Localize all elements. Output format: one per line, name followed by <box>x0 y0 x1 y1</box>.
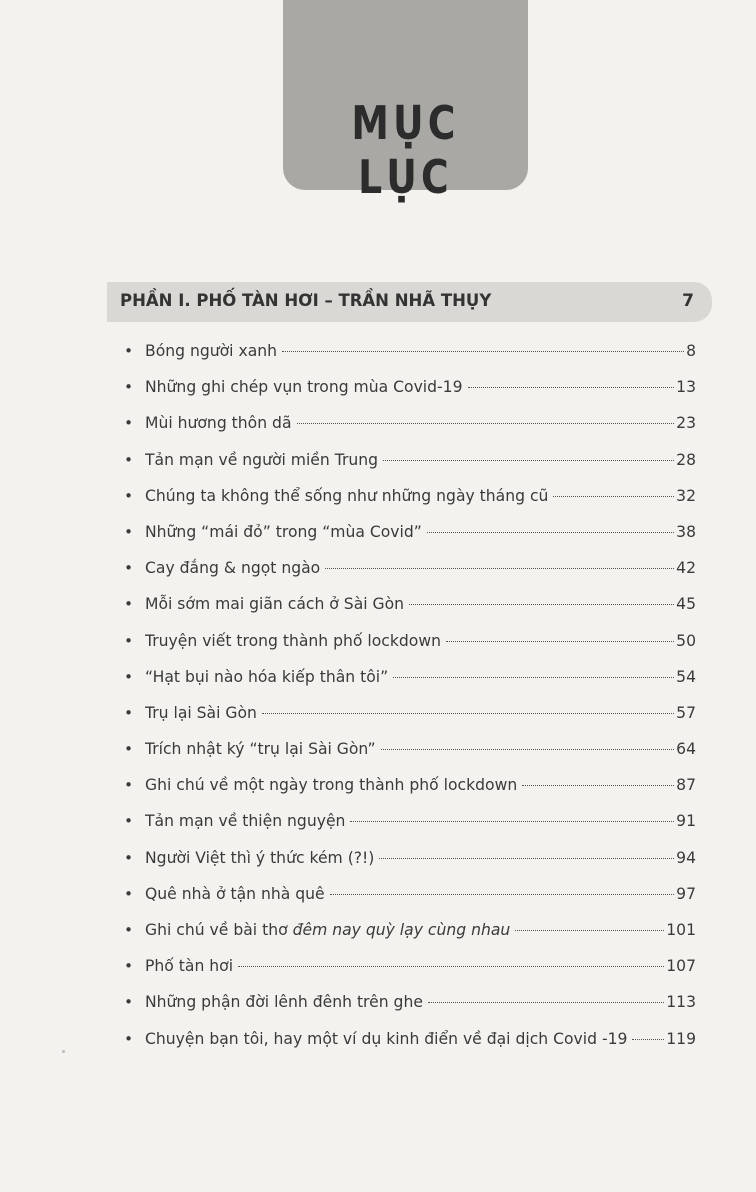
dot-leader <box>282 351 684 352</box>
toc-entry-title <box>145 478 548 514</box>
toc-entry <box>112 478 696 514</box>
toc-entry-title <box>145 695 257 731</box>
bullet-icon: • <box>124 450 133 469</box>
bullet-icon: • <box>124 559 133 578</box>
toc-entry-title <box>145 912 510 948</box>
toc-entry <box>112 803 696 839</box>
toc-entry-title-text: Ghi chú về một ngày trong thành phố lockdown <box>145 776 518 795</box>
bullet-icon: • <box>124 486 133 505</box>
toc-entry-title-text: Tản mạn về thiện nguyện <box>145 812 346 831</box>
toc-entry-title-text: Người Việt thì ý thức kém (?!) <box>145 848 375 867</box>
toc-entry <box>112 514 696 550</box>
toc-entry <box>112 876 696 912</box>
toc-entry <box>112 586 696 622</box>
toc-entry <box>112 695 696 731</box>
toc-entry-title-text: Tản mạn về người miền Trung <box>145 450 379 469</box>
toc-entry-page: 8 <box>686 342 696 360</box>
dot-leader <box>383 460 674 461</box>
toc-entry-page: 64 <box>676 740 696 759</box>
toc-entry-title <box>145 840 374 876</box>
toc-entry <box>112 912 696 948</box>
toc-entry <box>112 731 696 767</box>
bullet-icon: • <box>124 342 133 360</box>
toc-entry-title <box>145 333 277 369</box>
toc-entry-title-text: Phố tàn hơi <box>145 957 234 976</box>
bullet-icon: • <box>124 848 133 867</box>
bullet-icon: • <box>124 993 133 1012</box>
toc-entry <box>112 948 696 984</box>
bullet-icon: • <box>124 921 133 939</box>
toc-entry-page: 32 <box>676 486 696 505</box>
bullet-icon: • <box>124 595 133 614</box>
part-header <box>107 282 712 322</box>
toc-entry-page: 54 <box>676 667 696 686</box>
page-title: MỤC LỤC <box>351 96 460 204</box>
toc-entry-page: 91 <box>676 812 696 831</box>
bullet-icon: • <box>124 631 133 650</box>
dot-leader <box>262 713 674 714</box>
toc-entry-title-text: Chúng ta không thể sống như những ngày tháng cũ <box>145 486 549 505</box>
toc-entry-page: 113 <box>666 993 696 1012</box>
toc-entry-page: 13 <box>676 378 696 397</box>
toc-entry-title <box>145 767 517 803</box>
toc-entry-title <box>145 948 233 984</box>
dot-leader <box>553 496 674 497</box>
toc-entry-title <box>145 984 423 1020</box>
bullet-icon: • <box>124 703 133 722</box>
toc-entry-title-italic: đêm nay quỳ lạy cùng nhau <box>292 921 511 939</box>
toc-entry-page: 94 <box>676 848 696 867</box>
dot-leader <box>409 604 674 605</box>
toc-entry-title-text: Những “mái đỏ” trong “mùa Covid” <box>145 522 422 541</box>
toc-entry-title-text: “Hạt bụi nào hóa kiếp thân tôi” <box>145 667 389 686</box>
bullet-icon: • <box>124 414 133 433</box>
bullet-icon: • <box>124 884 133 903</box>
toc-entry-title <box>145 442 378 478</box>
toc-entry-page: 23 <box>676 414 696 433</box>
dot-leader <box>330 894 675 895</box>
toc-entry-page: 87 <box>676 776 696 795</box>
dot-leader <box>297 423 675 424</box>
toc-entry <box>112 623 696 659</box>
toc-entry <box>112 369 696 405</box>
toc-entry-title <box>145 803 345 839</box>
toc-entry-title-text: Trích nhật ký “trụ lại Sài Gòn” <box>145 740 376 759</box>
bullet-icon: • <box>124 957 133 976</box>
paper-speck <box>62 1050 65 1053</box>
toc-entry-title <box>145 659 388 695</box>
bullet-icon: • <box>124 812 133 831</box>
part-page-number: 7 <box>682 291 694 311</box>
bullet-icon: • <box>124 740 133 759</box>
toc-entry-title-text: Ghi chú về bài thơ <box>145 921 293 939</box>
toc-entry-title <box>145 731 376 767</box>
toc-entry-title-text: Những phận đời lênh đênh trên ghe <box>145 993 423 1012</box>
toc-entry-title-text: Mùi hương thôn dã <box>145 414 292 433</box>
dot-leader <box>238 966 664 967</box>
toc-entry <box>112 550 696 586</box>
toc-entry-title <box>145 405 292 441</box>
dot-leader <box>632 1039 664 1040</box>
toc-entry <box>112 984 696 1020</box>
toc-entry-title <box>145 369 463 405</box>
bullet-icon: • <box>124 378 133 397</box>
toc-entry-title <box>145 550 320 586</box>
dot-leader <box>379 858 674 859</box>
dot-leader <box>446 641 674 642</box>
part-title: PHẦN I. PHỐ TÀN HƠI – TRẦN NHÃ THỤY <box>120 291 492 310</box>
toc-entry <box>112 333 696 369</box>
toc-entry-title <box>145 1021 627 1057</box>
dot-leader <box>393 677 674 678</box>
dot-leader <box>468 387 675 388</box>
toc-entry-title-text: Những ghi chép vụn trong mùa Covid-19 <box>145 378 463 397</box>
toc-entry-page: 50 <box>676 631 696 650</box>
dot-leader <box>381 749 675 750</box>
dot-leader <box>522 785 674 786</box>
toc-entry-page: 97 <box>676 884 696 903</box>
toc-entry <box>112 405 696 441</box>
toc-entry-title <box>145 514 422 550</box>
toc-entry <box>112 840 696 876</box>
dot-leader <box>428 1002 664 1003</box>
toc-entry-title-text: Truyện viết trong thành phố lockdown <box>145 631 441 650</box>
bullet-icon: • <box>124 1029 133 1048</box>
toc-entry-title-text: Trụ lại Sài Gòn <box>145 703 257 722</box>
toc-entry-title-text: Quê nhà ở tận nhà quê <box>145 884 325 903</box>
dot-leader <box>350 821 674 822</box>
bullet-icon: • <box>124 667 133 686</box>
toc-entry <box>112 1021 696 1057</box>
toc-entry-page: 101 <box>666 921 696 939</box>
title-banner <box>283 0 528 204</box>
toc-entry-title <box>145 876 325 912</box>
toc-entry-title-text: Bóng người xanh <box>145 342 278 360</box>
toc-list <box>112 333 696 1057</box>
dot-leader <box>427 532 674 533</box>
toc-entry-page: 57 <box>676 703 696 722</box>
toc-entry-title-text: Chuyện bạn tôi, hay một ví dụ kinh điển về đại dịch Covid -19 <box>145 1029 628 1048</box>
toc-entry <box>112 442 696 478</box>
dot-leader <box>515 930 664 931</box>
bullet-icon: • <box>124 776 133 795</box>
dot-leader <box>325 568 674 569</box>
toc-entry-page: 42 <box>676 559 696 578</box>
toc-entry <box>112 767 696 803</box>
toc-entry-title <box>145 586 404 622</box>
toc-entry-page: 38 <box>676 522 696 541</box>
toc-entry-title-text: Cay đắng & ngọt ngào <box>145 559 321 578</box>
toc-entry-page: 107 <box>666 957 696 976</box>
toc-entry-page: 28 <box>676 450 696 469</box>
toc-entry-title-text: Mỗi sớm mai giãn cách ở Sài Gòn <box>145 595 405 614</box>
toc-entry-page: 45 <box>676 595 696 614</box>
toc-entry-title <box>145 623 441 659</box>
toc-entry-page: 119 <box>666 1029 696 1048</box>
toc-entry <box>112 659 696 695</box>
bullet-icon: • <box>124 522 133 541</box>
